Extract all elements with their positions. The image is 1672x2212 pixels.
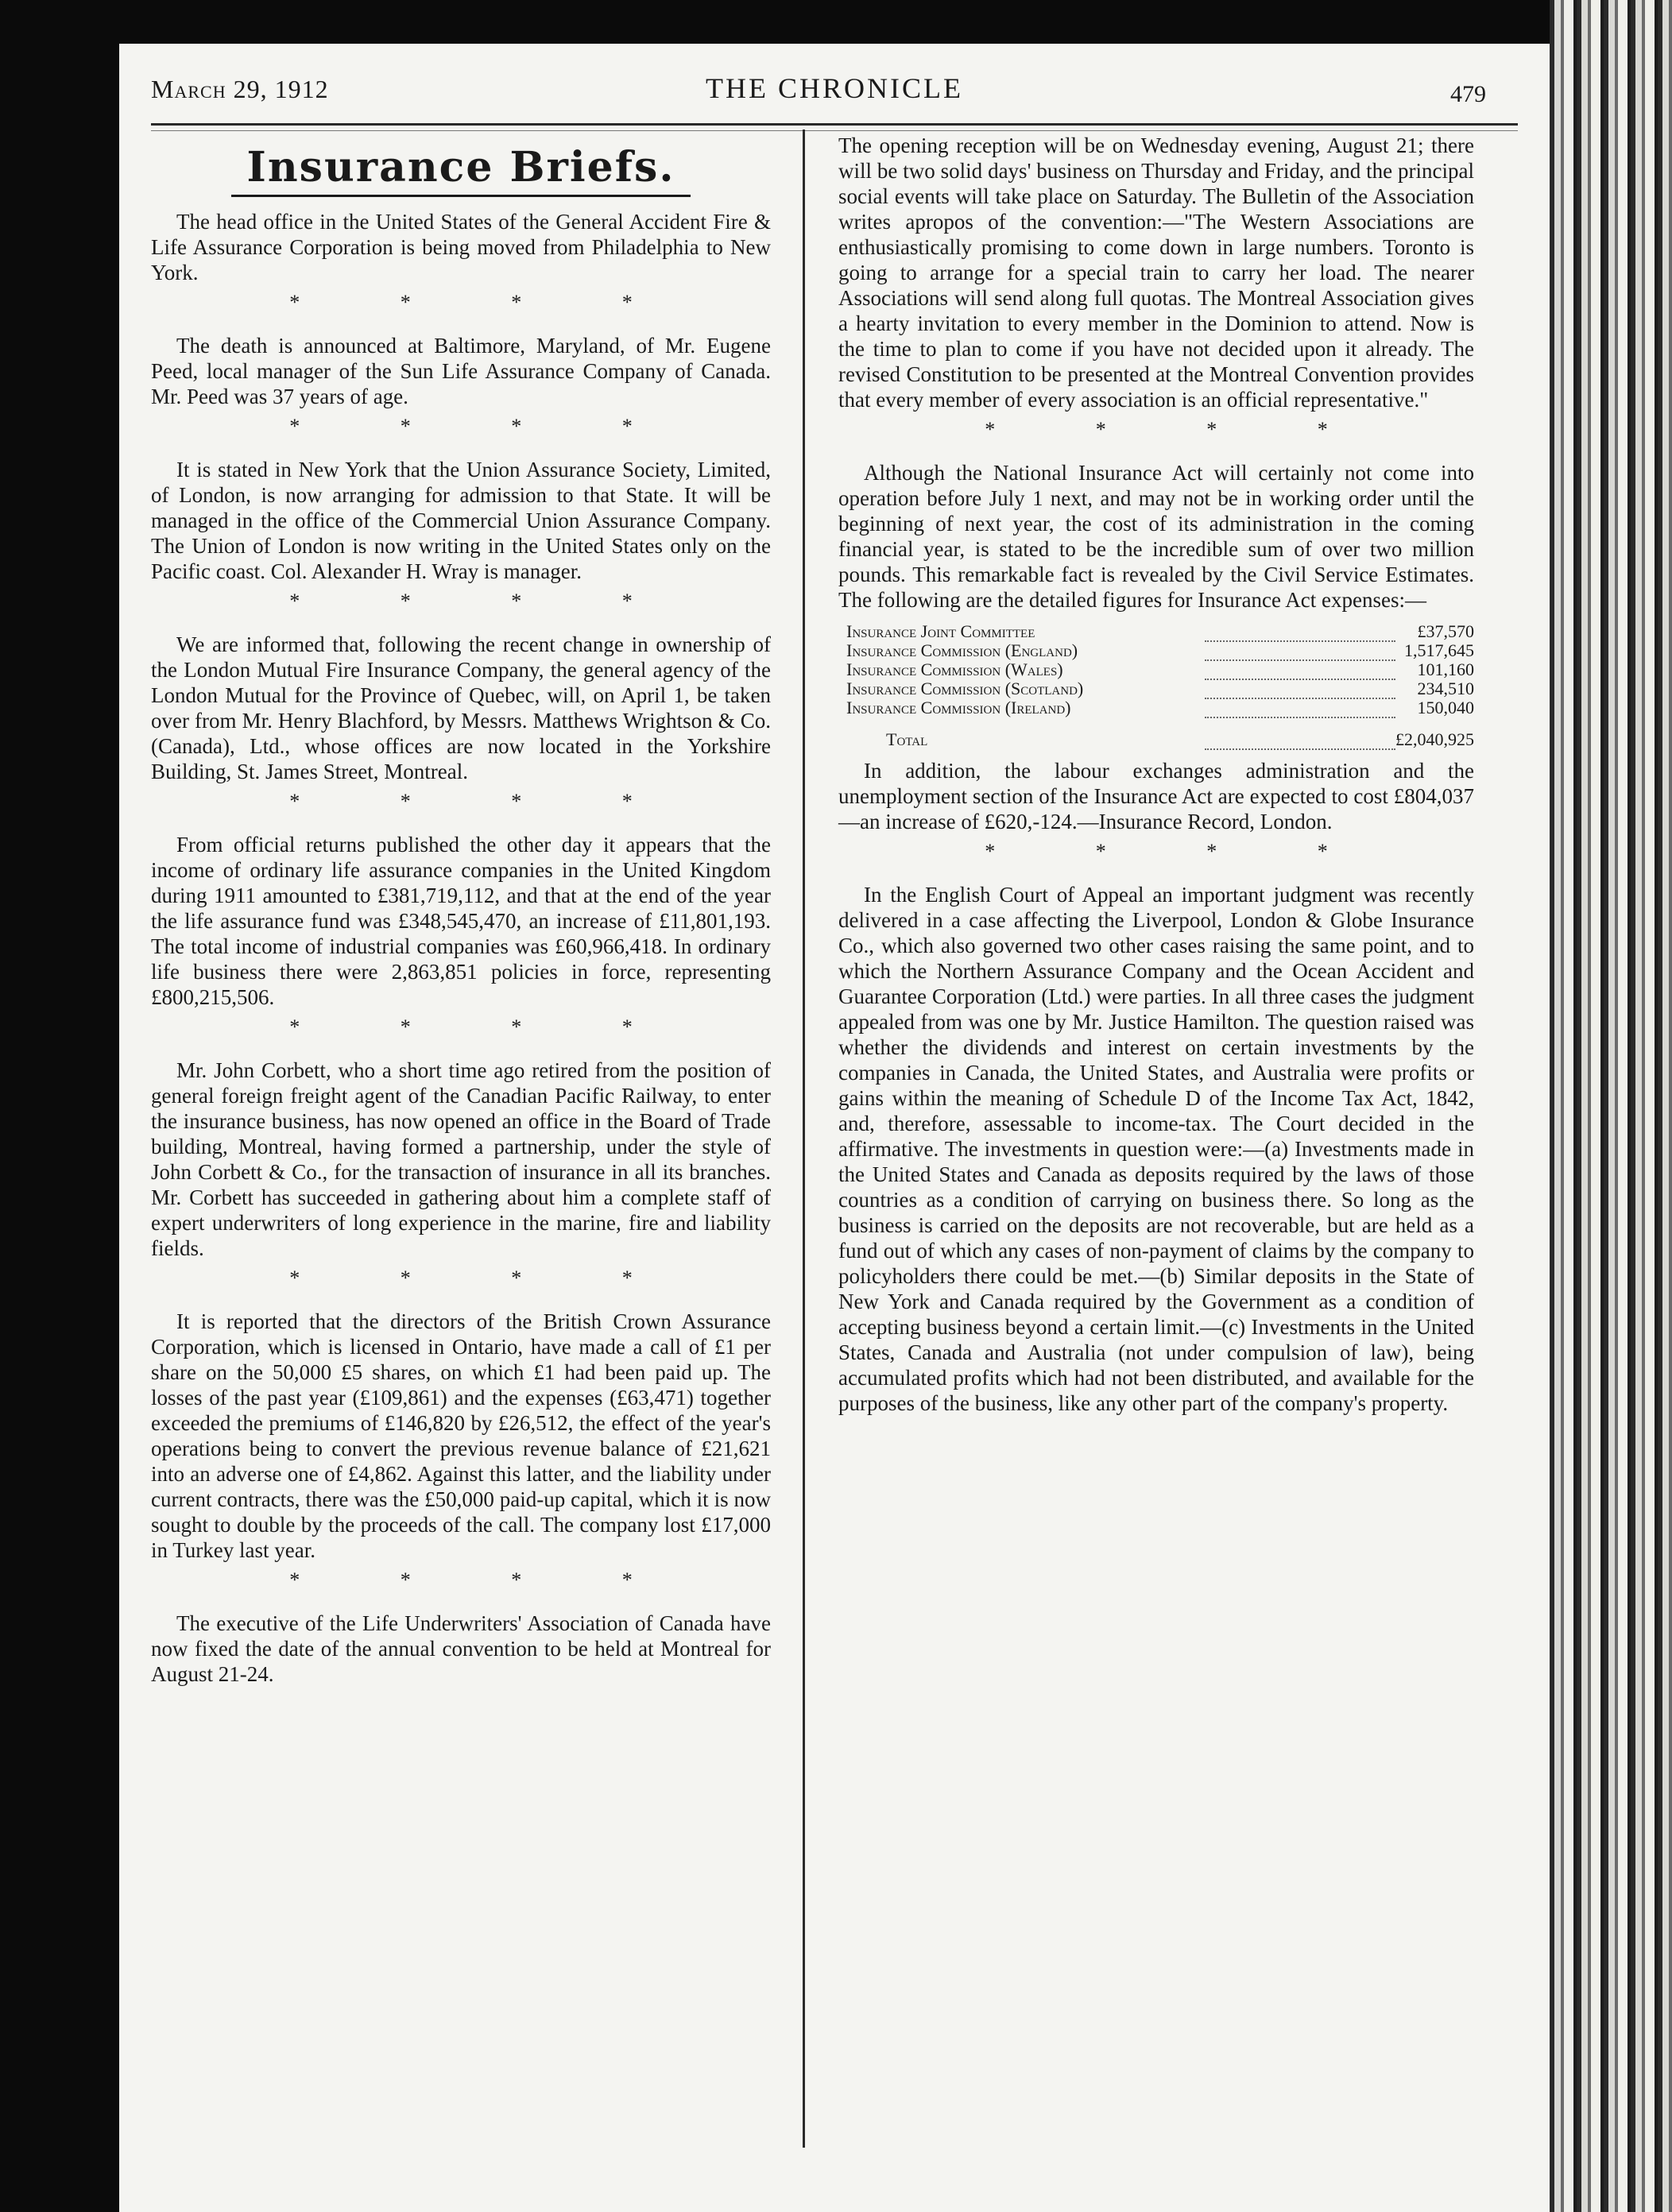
separator: * * * * <box>289 590 680 613</box>
separator: * * * * <box>985 418 1376 441</box>
expense-table <box>838 622 1474 750</box>
column-divider <box>803 130 805 2148</box>
expense-label: Insurance Commission (England) <box>846 640 1078 660</box>
section-title-text: Insurance Briefs. <box>231 143 691 197</box>
right-column <box>838 133 1474 1421</box>
leader-dots <box>1205 679 1395 698</box>
expense-label: Insurance Joint Committee <box>846 621 1035 641</box>
brief-paragraph: The death is announced at Baltimore, Maryland, of Mr. Eugene Peed, local manager of the Sun Life Assurance Company of Canada. Mr. Peed was 37 years of age. <box>151 334 771 408</box>
separator: * * * * <box>289 1266 680 1290</box>
publication-title: THE CHRONICLE <box>706 72 963 104</box>
expense-label: Insurance Commission (Ireland) <box>846 698 1071 717</box>
leader-dots <box>1205 641 1395 660</box>
brief-paragraph: It is reported that the directors of the British Crown Assurance Corporation, which is licensed in Ontario, have made a call of £1 per share on the 50,000 £5 shares, on which £1 had been paid up. The losses of the past year (£109,861) and the expenses (£63,471) together exceeded the premiums of £146,820 by £26,512, the effect of the year's operations being to convert the previous revenue balance of £21,621 into an adverse one of £4,862. Against this latter, and the liability under current contracts, there was the £50,000 paid-up capital, which it is now sought to double by the proceeds of the call. The company lost £17,000 in Turkey last year. <box>151 1309 771 1562</box>
separator: * * * * <box>289 790 680 813</box>
expense-amount: 101,160 <box>1417 659 1474 679</box>
insurance-act-paragraph: Although the National Insurance Act will certainly not come into operation before July 1 next, and may not be in working order until the beginning of next year, the cost of its administration in the coming financial year, is stated to be the incredible sum of over two million pounds. This remarkable fact is revealed by the Civil Service Estimates. The following are the detailed figures for Insurance Act expenses:— <box>838 461 1474 612</box>
expense-label: Insurance Commission (Scotland) <box>846 679 1084 698</box>
expense-amount: 234,510 <box>1417 679 1474 698</box>
newspaper-page <box>119 44 1550 2212</box>
brief-paragraph: The executive of the Life Underwriters' Association of Canada have now fixed the date of the annual convention to be held at Montreal for August 21-24. <box>151 1611 771 1686</box>
issue-date: March 29, 1912 <box>151 75 329 103</box>
table-row <box>838 660 1474 679</box>
left-column <box>151 139 771 1692</box>
brief-paragraph: Mr. John Corbett, who a short time ago retired from the position of general foreign freight agent of the Canadian Pacific Railway, to enter the insurance business, has now opened an office in the Board of Trade building, Montreal, having formed a partnership, under the style of John Corbett & Co., for the transaction of insurance in all its branches. Mr. Corbett has succeeded in gathering about him a complete staff of expert underwriters of long experience in the marine, fire and liability fields. <box>151 1058 771 1260</box>
separator: * * * * <box>289 1015 680 1038</box>
expense-amount: 150,040 <box>1417 698 1474 717</box>
insurance-act-followup: In addition, the labour exchanges administration and the unemployment section of the Insurance Act are expected to cost £804,037—an increase of £620,-124.—Insurance Record, London. <box>838 759 1474 833</box>
table-row <box>838 698 1474 717</box>
expense-label: Insurance Commission (Wales) <box>846 659 1063 679</box>
section-title <box>151 143 771 191</box>
continued-paragraph: The opening reception will be on Wednesday evening, August 21; there will be two solid days' business on Thursday and Friday, and the principal social events will take place on Saturday. The Bulletin of the Association writes apropos of the convention:—"The Western Associations are enthusiastically promising to come down in large numbers. Toronto is going to arrange for a special train to carry her load. The nearer Associations will send along full quotas. The Montreal Association gives a hearty invitation to every member in the Dominion to attend. Now is the time to plan to come if you have not decided upon it already. The revised Constitution to be presented at the Montreal Convention provides that every member of every association is an official representative." <box>838 133 1474 412</box>
total-amount: £2,040,925 <box>1395 729 1474 749</box>
leader-dots <box>1205 717 1395 749</box>
separator: * * * * <box>289 415 680 438</box>
table-row <box>838 622 1474 641</box>
page-header <box>151 72 1518 119</box>
separator: * * * * <box>985 840 1376 863</box>
brief-paragraph: It is stated in New York that the Union Assurance Society, Limited, of London, is now arranging for admission to that State. It will be managed in the office of the Commercial Union Assurance Company. The Union of London is now writing in the United States only on the Pacific coast. Col. Alexander H. Wray is manager. <box>151 458 771 583</box>
expense-amount: 1,517,645 <box>1404 640 1474 660</box>
leader-dots <box>1205 622 1395 641</box>
leader-dots <box>1205 660 1395 679</box>
leader-dots <box>1205 698 1395 717</box>
brief-paragraph: The head office in the United States of the General Accident Fire & Life Assurance Corporation is being moved from Philadelphia to New York. <box>151 210 771 284</box>
expense-amount: £37,570 <box>1417 621 1474 641</box>
header-rule <box>151 123 1518 131</box>
separator: * * * * <box>289 291 680 314</box>
separator: * * * * <box>289 1568 680 1591</box>
page-number: 479 <box>1450 81 1486 107</box>
table-row <box>838 641 1474 660</box>
total-label: Total <box>886 729 928 749</box>
brief-paragraph: We are informed that, following the recent change in ownership of the London Mutual Fire Insurance Company, the general agency of the London Mutual for the Province of Quebec, will, on April 1, be taken over from Mr. Henry Blachford, by Messrs. Matthews Wrightson & Co. (Canada), Ltd., whose offices are now located in the Yorkshire Building, St. James Street, Montreal. <box>151 632 771 783</box>
brief-paragraph: From official returns published the other day it appears that the income of ordinary life assurance companies in the United Kingdom during 1911 amounted to £381,719,112, and that at the end of the year the life assurance fund was £348,545,470, an increase of £11,801,193. The total income of industrial companies was £60,966,418. In ordinary life business there were 2,863,851 policies in force, representing £800,215,506. <box>151 833 771 1009</box>
table-row <box>838 679 1474 698</box>
book-page-edges <box>1550 0 1672 2212</box>
table-total-row <box>838 717 1474 749</box>
court-of-appeal-paragraph: In the English Court of Appeal an important judgment was recently delivered in a case affecting the Liverpool, London & Globe Insurance Co., which also governed two other cases raising the same point, and to which the Northern Assurance Company and the Ocean Accident and Guarantee Corporation (Ltd.) were parties. In all three cases the judgment appealed from was one by Mr. Justice Hamilton. The question raised was whether the dividends and interest on certain investments by the companies in Canada, the United States, and Australia were profits or gains within the meaning of Schedule D of the Income Tax Act, 1842, and, therefore, assessable to income-tax. The Court decided in the affirmative. The investments in question were:—(a) Investments made in the United States and Canada as deposits required by the laws of those countries as a condition of carrying on business there. So long as the business is carried on the deposits are not recoverable, but are held as a fund out of which any cases of non-payment of claims by the company to policyholders there could be met.—(b) Similar deposits in the State of New York and Canada required by the Government as a condition of accepting business beyond a certain limit.—(c) Investments in the United States, Canada and Australia (not under compulsion of law), being accumulated profits which had not been distributed, and available for the purposes of the business, like any other part of the company's property. <box>838 883 1474 1415</box>
